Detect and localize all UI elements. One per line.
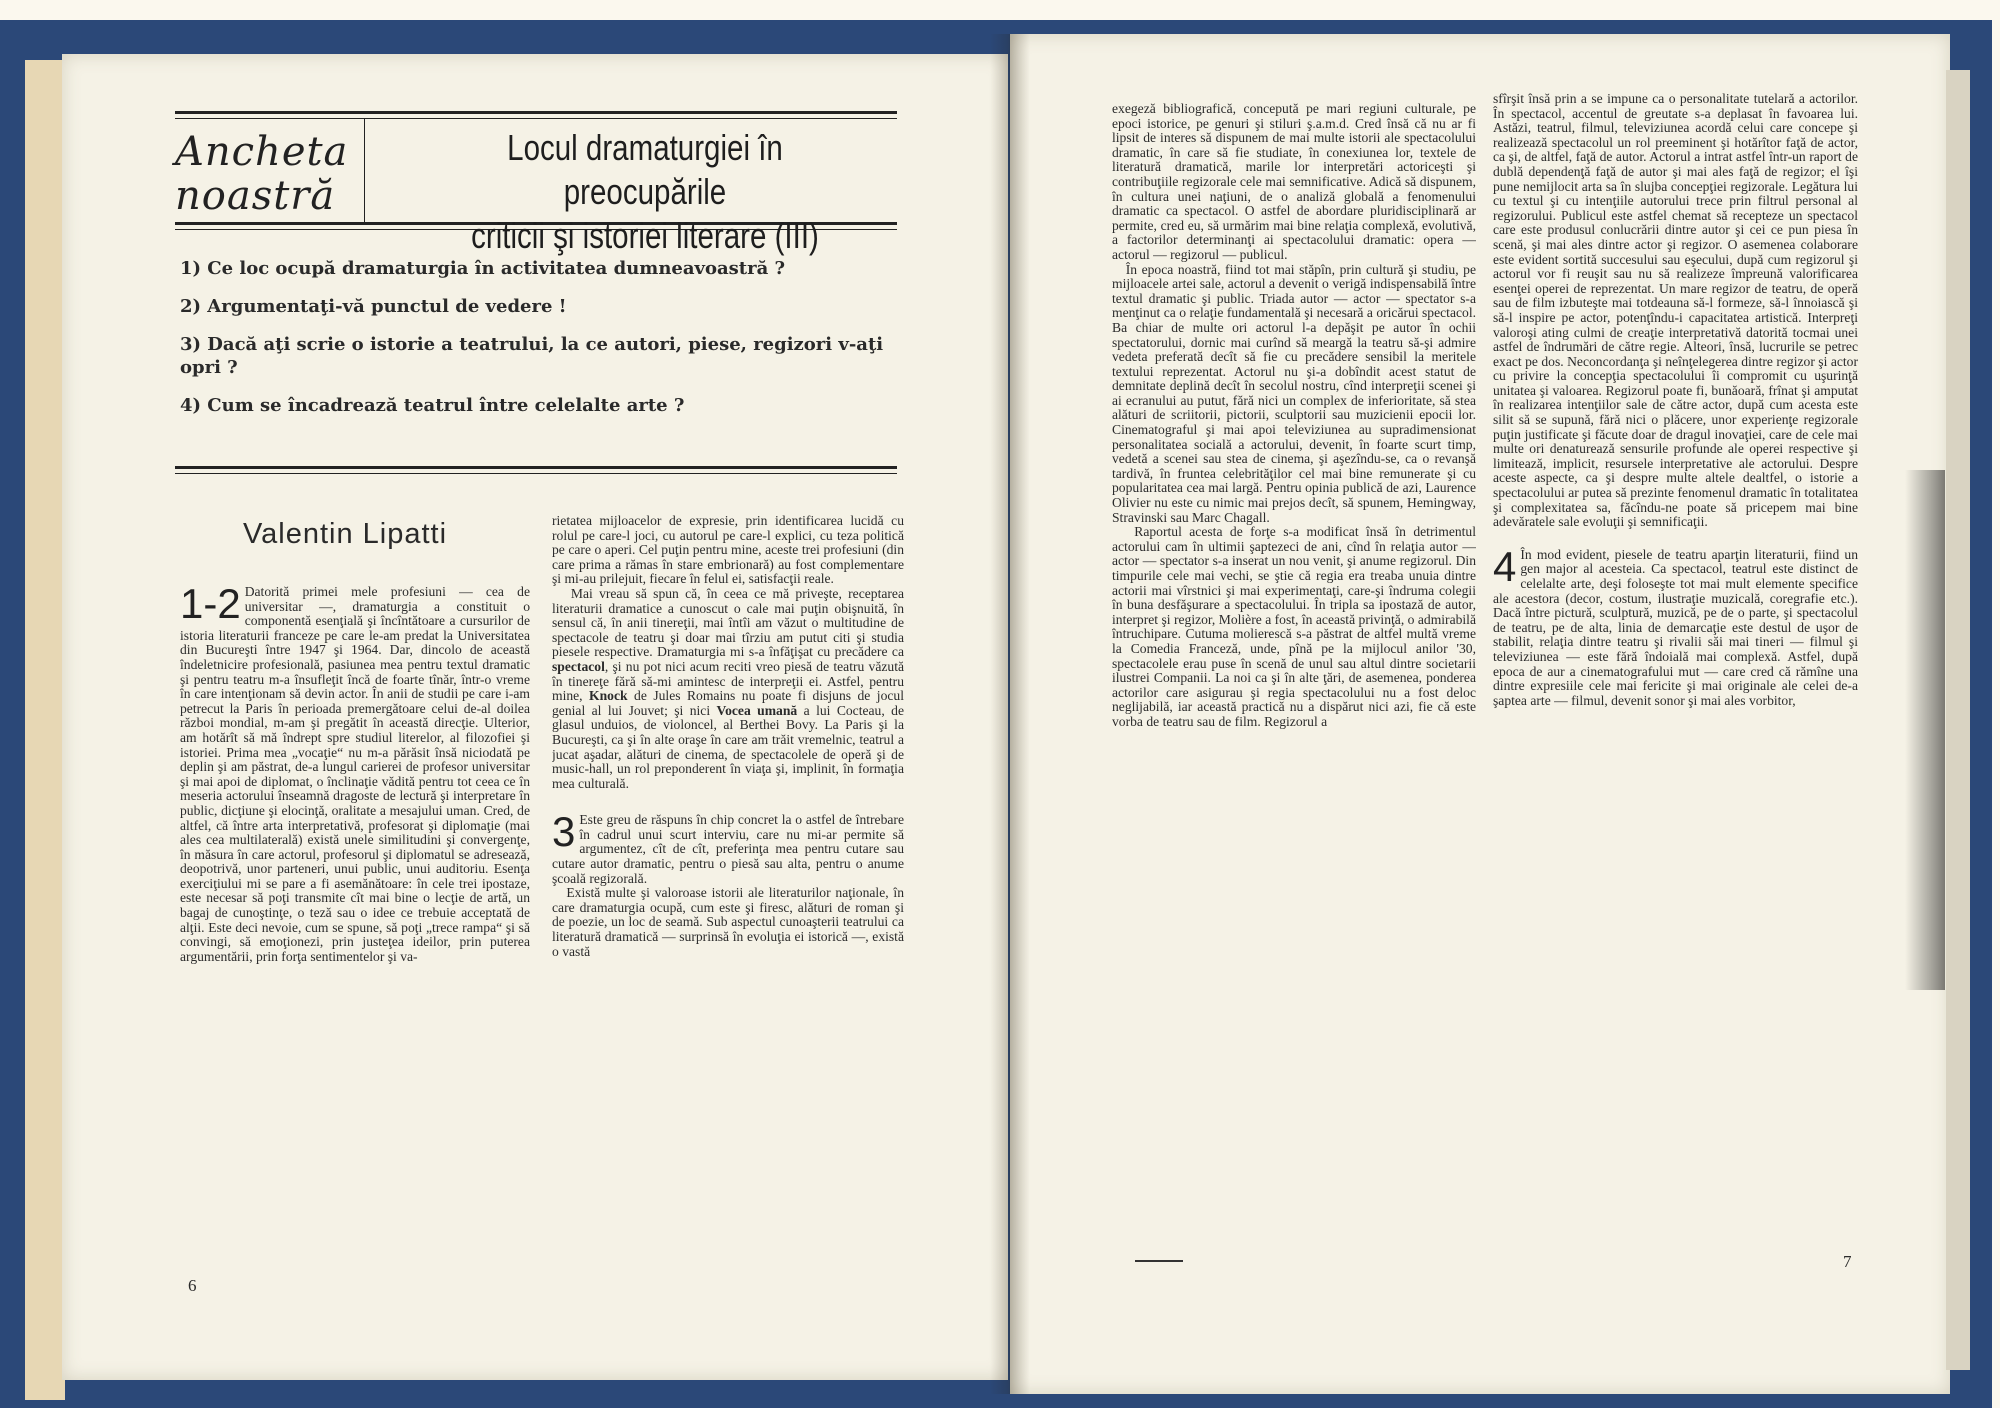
- header-divider: [364, 118, 365, 222]
- paragraph: [1112, 263, 1476, 526]
- rubric-line-2: noastră: [175, 173, 336, 219]
- paragraph: [1112, 525, 1476, 729]
- header-rule-top: [175, 111, 897, 114]
- text-run: a lui Cocteau, de glasul unduios, de violoncel, al Berthei Bovy. La Paris şi la Bucureşti, ca şi în alte oraşe în care am trăit vremelnic, teatrul a jucat aşadar, alături de cinema, de spectacolele de operă şi de music-hall, un rol preponderent în viaţa şi, implinit, în formaţia mea culturală.: [552, 702, 904, 791]
- page-number-left: 6: [188, 1276, 197, 1295]
- headline-line-1: Locul dramaturgiei în preocupările: [507, 127, 783, 212]
- paragraph: [552, 587, 904, 791]
- answer-number: 4: [1493, 542, 1517, 590]
- text-run: de Jules Romains nu poate fi disjuns de jocul genial al lui Jouvet; şi nici: [552, 688, 904, 718]
- right-column-1: [1112, 102, 1476, 1232]
- page-stack-edge: [1946, 70, 1970, 1370]
- title-knock: Knock: [589, 688, 628, 704]
- article-headline: [432, 126, 858, 258]
- rubric-line-1: Ancheta: [175, 129, 349, 175]
- text-run: Raportul acesta de forţe s-a modificat însă în detrimentul actorului cam în ultimii şaptezeci de ani, cînd în relaţia autor — actor — spectator s-a inserat un nou venit, şi anume regizorul. Din timpurile cele mai vechi, se ştie că regia era treaba unuia dintre actorii mai vîrstnici şi mai experimentaţi, care-şi îndruma colegii în buna desfăşurare a spectacolului. În tripla sa ipostază de autor, interpret şi regizor, Molière a fost, în această privinţă, o admirabilă întruchipare. Cutuma molierescă s-a păstrat de altfel multă vreme la Comedia Franceză, unde, pînă pe la mijlocul anilor '30, spectacolele erau puse în scenă de unul sau altul dintre societarii ilustrei Companii. La noi ca şi în alte ţări, de asemenea, ponderea actorilor care asigurau şi regia spectacolului nu a fost deloc neglijabilă, iar această practică nu a dispărut nici azi, fie că este vorba de teatru sau de film. Regizorul a: [1112, 524, 1476, 729]
- right-column-2: [1493, 92, 1858, 1232]
- answer-1-2: [180, 585, 530, 964]
- paragraph: [552, 886, 904, 959]
- title-vocea-umana: Vocea umană: [716, 702, 798, 718]
- answer-number: 1-2: [180, 585, 241, 627]
- question-3: 3) Dacă aţi scrie o istorie a teatrului, la ce autori, piese, regizori v-aţi opri ?: [180, 334, 884, 378]
- question-4: 4) Cum se încadrează teatrul între celelalte arte ?: [180, 395, 685, 416]
- cover-edge: [25, 60, 65, 1400]
- emphasis-spectacol: spectacol: [552, 658, 605, 674]
- paragraph: sfîrşit însă prin a se impune ca o personalitate tutelară a actorilor. În spectacol, accentul de greutate s-a deplasat în favoarea lui. Astăzi, teatrul, filmul, televiziunea acordă celui care concepe şi realizează spectacolul un rol preeminent şi hotărîtor faţă de actor, ca şi, de altfel, faţă de autor. Actorul a intrat astfel într-un raport de dublă dependenţă faţă de autor şi mai ales faţă de regizor; el îşi pune nemijlocit arta sa în slujba concepţiei regizorale. Legătura lui cu textul şi cu intenţiile autorului trece prin filtrul personal al regizorului. Publicul este astfel chemat să recepteze un spectacol care este produsul conlucrării dintre autor şi cei ce pun piesa în scenă, şi mai ales dintre actor şi regizor. O asemenea colaborare este evident sortită succesului sau eşecului, după cum regizorul şi actorul vor fi reuşit sau nu să realizeze împreună valorificarea esenţei operei de reprezentat. Un mare regizor de teatru, de operă sau de film izbuteşte mai totdeauna să-l formeze, să-l înnoiască şi să-l inspire pe actor, potenţîndu-i capacitatea artistică. Interpreţi valoroşi ating culmi de creaţie interpretativă datorită tocmai unei astfel de îndrumări de către regie. Alteori, însă, lucrurile se petrec exact pe dos. Neconcordanţa şi neînţelegerea dintre regizor şi actor cu privire la concepţia spectacolului îi compromit cu uşurinţă unitatea şi valoarea. Regizorul poate fi, bunăoară, frînat şi amputat în realizarea intenţiilor sale de către actor, după cum acesta este silit să se supună, fără nici o plăcere, unor experienţe regizorale puţin justificate şi făcute doar de dragul inovaţiei, care de cele mai multe ori denaturează sensurile profunde ale operei respective şi limitează, implicit, resursele interpretative ale actorului. Despre aceste aspecte, ca şi despre multe altele dealtfel, o istorie a spectacolului ar putea să prezinte fenomenul dramatic în totalitatea şi complexitatea sa, făcîndu-ne poate să pricepem mai bine adevăratele sale evoluţii şi semnificaţii.: [1493, 92, 1858, 530]
- text-run: Există multe şi valoroase istorii ale literaturilor naţionale, în care dramaturgia ocupă, cum este şi firesc, alături de roman şi de poezie, un loc de seamă. Sub aspectul cunoaşterii teatrului ca literatură dramatică — surprinsă în evoluţia ei istorică —, există o vastă: [552, 885, 904, 959]
- answer-3: [552, 808, 904, 886]
- answer-text: Este greu de răspuns în chip concret la o astfel de întrebare în cadrul unui scurt interviu, care nu mi-ar permite să argumentez, cît de cît, preferinţa mea pentru cutare sau cutare autor dramatic, pentru o piesă sau alta, pentru o anume şcoală regizorală.: [552, 812, 904, 886]
- author-name: Valentin Lipatti: [242, 518, 448, 550]
- answer-number: 3: [552, 808, 576, 856]
- rubric-title: [175, 130, 360, 218]
- book-gutter: [990, 34, 1030, 1394]
- answer-text: Datorită primei mele profesiuni — cea de universitar —, dramaturgia a constituit o componentă esenţială şi încîntătoare a cursurilor de istoria literaturii franceze pe care le-am predat la Universitatea din Bucureşti între 1947 şi 1964. Dar, dincolo de această îndeletnicire profesională, pasiunea mea pentru textul dramatic şi pentru teatru m-a însufleţit încă de foarte tînăr, într-o vreme în care intenţionam să devin actor. În anii de studii pe care i-am petrecut la Paris în perioada premergătoare celui de-al doilea război mondial, m-am şi pregătit în această direcţie. Ulterior, am hotărît să mă îndrept spre studiul literelor, al filozofiei şi istoriei. Prima mea „vocaţie“ nu m-a părăsit însă niciodată pe deplin şi am păstrat, de-a lungul carierei de profesor universitar şi mai apoi de diplomat, o înclinaţie vădită pentru tot ceea ce în meseria actorului înseamnă dragoste de lectură şi interpretare în public, dicţiune şi elocinţă, oralitate a mesajului uman. Cred, de altfel, că între arta interpretativă, profesorat şi diplomaţie (mai ales cea multilaterală) există unele similitudini şi convergenţe, în măsura în care actorul, profesorul şi diplomatul se adresează, deopotrivă, unor parteneri, unui public, unui auditoriu. Esenţa exerciţiului mi se pare a fi asemănătoare: în cele trei ipostaze, este necesar să poţi transmite cît mai bine o lecţie de artă, un bagaj de cunoştinţe, o teză sau o idee ce trebuie acceptată de alţii. Este deci nevoie, cum se spune, să poţi „trece rampa“ şi să convingi, să emoţionezi, prin justeţea ideilor, prin puterea argumentării, prin forţa sentimentelor şi va-: [180, 585, 530, 964]
- answer-4: [1493, 542, 1858, 709]
- headline-line-2: criticii şi istoriei literare (III): [471, 215, 819, 256]
- survey-questions: [180, 257, 900, 432]
- questions-rule: [175, 466, 897, 469]
- text-run: În epoca noastră, fiind tot mai stăpîn, prin cultură şi studiu, pe mijloacele artei sale, actorul a devenit o verigă indispensabilă între textul dramatic şi public. Triada autor — actor — spectator s-a menţinut ca o relaţie fundamentală şi necesară a oricărui spectacol. Ba chiar de multe ori actorul l-a depăşit pe autor în ochii spectatorului, dornic mai curînd să meargă la teatru să-şi admire vedeta preferată decît să fie cu precădere sensibil la meritele textului reprezentat. Actorul nu şi-a dobîndit acest statut de demnitate deplină decît în secolul nostru, cînd interpreţii scenei şi ai ecranului au putut, fără nici un complex de inferioritate, să stea alături de scriitorii, pictorii, sculptorii sau muzicienii epocii lor. Cinematograful şi mai apoi televiziunea au supradimensionat personalitatea socială a actorului, devenit, în foarte scurt timp, vedetă a scenei sau stea de cinema, şi aşezîndu-se, ca o revanşă tardivă, în fruntea celebrităţilor cel mai bine remunerate şi cu popularitatea cea mai largă. Pentru opinia publică de azi, Laurence Olivier nu este cu nimic mai prejos decît, să spunem, Hemingway, Stravinski sau Marc Chagall.: [1112, 261, 1476, 525]
- paragraph: rietatea mijloacelor de expresie, prin identificarea lucidă cu rolul pe care-l joci, cu autorul pe care-l explici, cu teza politică pe care o aperi. Cel puţin pentru mine, aceste trei profesiuni (din care prima a rămas în stare embrionară) au fost complementare şi mi-au prilejuit, fiecare în felul ei, satisfacţii reale.: [552, 514, 904, 587]
- text-run: , şi nu pot nici acum reciti vreo piesă de teatru văzută în tinereţe fără să-mi amintesc de interpreţii ei. Astfel, pentru mine,: [552, 658, 904, 704]
- left-column-1: [180, 585, 530, 1240]
- page-number-right: 7: [1843, 1252, 1852, 1271]
- text-run: Mai vreau să spun că, în ceea ce mă priveşte, receptarea literaturii dramatice a cunoscut o cale mai puţin obişnuită, în sensul că, în anii tinereţii, mai întîi am văzut o multitudine de spectacole de teatru şi doar mai tîrziu am putut citi şi studia piesele respective. Dramaturgia mi s-a înfăţişat cu precădere ca: [552, 585, 904, 660]
- answer-text: În mod evident, piesele de teatru aparţin literaturii, fiind un gen major al acesteia. Ca spectacol, teatrul este distinct de celelalte arte, deşi foloseşte tot mai mult elemente specifice ale acestora (decor, costum, ilustraţie muzicală, coregrafie etc.). Dacă între pictură, sculptură, muzică, pe de o parte, şi spectacolul de teatru, pe de alta, linia de demarcaţie este destul de uşor de stabilit, relaţia dintre teatru şi rivalii săi mai tineri — filmul şi televiziunea — este fără îndoială mai complexă. Astfel, după epoca de aur a cinematografului mut — care cred că rămîne una dintre expresiile cele mai fericite şi mai originale ale celei de-a şaptea arte — filmul, devenit sonor şi mai ales vorbitor,: [1493, 546, 1858, 708]
- question-2: 2) Argumentaţi-vă punctul de vedere !: [180, 296, 567, 317]
- questions-rule-thin: [175, 473, 897, 474]
- left-column-2: [552, 514, 904, 1242]
- paragraph: exegeză bibliografică, concepută pe mari regiuni culturale, pe epoci istorice, pe genuri şi stiluri ş.a.m.d. Cred însă că nu ar fi lipsit de interes să dispunem de mai multe istorii ale spectacolului dramatic, în care să fie studiate, în conexiunea lor, textele de literatură dramatică, marile lor interpretări actoriceşti şi contribuţiile regizorale cele mai semnificative. Adică să dispunem, în cultura unei naţiuni, de o analiză globală a fenomenului dramatic ca spectacol. O astfel de abordare pluridisciplinară ar permite, cred eu, să urmărim mai bine relaţia complexă, evolutivă, a factorilor determinanţi ai spectacolului dramatic: opera — actorul — regizorul — publicul.: [1112, 102, 1476, 262]
- printer-mark: [1135, 1260, 1183, 1262]
- header-rule-top-thin: [175, 118, 897, 119]
- page-shadow: [1905, 470, 1945, 990]
- question-1: 1) Ce loc ocupă dramaturgia în activitatea dumneavoastră ?: [180, 258, 786, 279]
